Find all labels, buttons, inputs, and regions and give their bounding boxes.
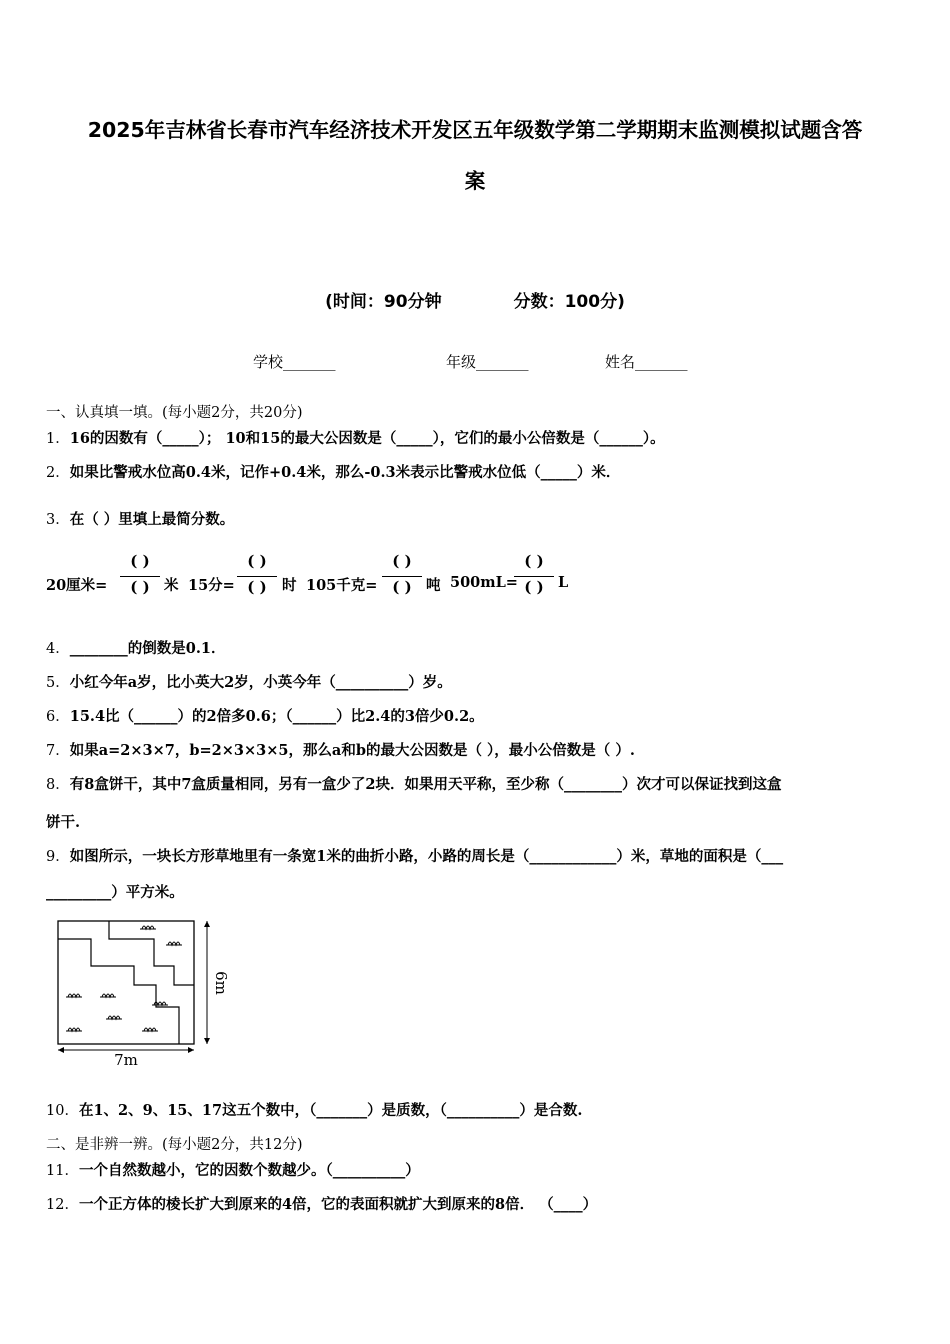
question-9-continued	[46, 881, 184, 902]
height-label: 6m	[212, 971, 230, 995]
grass-icon	[66, 994, 82, 997]
fraction-numerator: ( )	[130, 552, 150, 570]
question-number: 8．	[46, 777, 70, 793]
question-text: 在1、2、9、15、17这五个数中，（_______）是质数，（__________）是合数.	[78, 1102, 583, 1119]
exam-time: (时间：90分钟	[325, 292, 442, 312]
path-edge-upper	[109, 921, 194, 985]
fraction-prefix-3: 105千克=	[306, 577, 378, 594]
question-number: 4．	[46, 641, 70, 657]
fraction-denominator: ( )	[130, 578, 150, 596]
school-field: 学校_______	[253, 353, 336, 371]
question-11	[46, 1159, 420, 1180]
grass-icon	[140, 926, 156, 929]
name-field: 姓名_______	[605, 353, 688, 371]
width-label: 7m	[114, 1051, 138, 1067]
question-8	[46, 773, 782, 794]
grass-icon	[152, 1002, 168, 1005]
question-1	[46, 427, 665, 448]
fraction-numerator: ( )	[524, 552, 544, 570]
question-text: 如果比警戒水位高0.4米，记作+0.4米，那么-0.3米表示比警戒水位低（_____）米．	[69, 464, 621, 481]
grass-icon	[106, 1016, 122, 1019]
fraction-numerator: ( )	[247, 552, 267, 570]
page-title-line1: 2025年吉林省长春市汽车经济技术开发区五年级数学第二学期期末监测模拟试题含答	[87, 118, 863, 142]
grass-icon	[100, 994, 116, 997]
fraction-unit-1: 米	[164, 577, 179, 594]
grade-field: 年级_______	[446, 353, 529, 371]
fraction-bar	[382, 576, 422, 577]
path-edge-lower	[58, 939, 179, 1044]
question-12	[46, 1193, 597, 1214]
question-5	[46, 671, 452, 692]
fraction-unit-4: L	[558, 574, 569, 591]
lawn-path-figure	[44, 913, 230, 1067]
question-7	[46, 739, 635, 760]
fraction-bar	[514, 576, 554, 577]
question-text: 饼干.	[46, 814, 81, 831]
question-text: 一个自然数越小，它的因数个数越少。（__________）	[78, 1162, 420, 1179]
question-8-continued	[46, 811, 80, 832]
question-text: 15.4比（______）的2倍多0.6；（______）比2.4的3倍少0.2。	[69, 708, 484, 725]
question-2	[46, 461, 620, 482]
fraction-denominator: ( )	[247, 578, 267, 596]
fraction-prefix-2: 15分=	[188, 577, 235, 594]
question-text: _________）平方米。	[46, 884, 184, 901]
question-3	[46, 508, 234, 529]
question-number: 9．	[46, 849, 70, 865]
question-number: 1．	[46, 431, 70, 447]
question-text: 如图所示，一块长方形草地里有一条宽1米的曲折小路，小路的周长是（____________）米，草地的面积是（___	[69, 848, 784, 865]
fraction-row	[46, 552, 926, 602]
question-text: 16的因数有（_____）； 10和15的最大公因数是（_____），它们的最小公倍数是（______）。	[69, 430, 665, 447]
question-text: 在（ ）里填上最简分数。	[69, 511, 235, 528]
question-number: 3．	[46, 512, 70, 528]
question-10	[46, 1099, 582, 1120]
question-text: 一个正方体的棱长扩大到原来的4倍，它的表面积就扩大到原来的8倍． （____）	[78, 1196, 598, 1213]
question-number: 2．	[46, 465, 70, 481]
section-heading-1: 一、认真填一填。(每小题2分，共20分)	[46, 405, 303, 421]
fraction-bar	[237, 576, 277, 577]
grass-icon	[142, 1028, 158, 1031]
fraction-bar	[120, 576, 160, 577]
page-title-line2: 案	[464, 169, 486, 193]
fraction-prefix-4: 500mL=	[450, 574, 518, 591]
question-number: 10．	[46, 1103, 79, 1119]
question-4	[46, 637, 225, 658]
question-number: 5．	[46, 675, 70, 691]
question-9	[46, 845, 783, 866]
question-number: 7．	[46, 743, 70, 759]
question-text: 小红今年a岁，比小英大2岁，小英今年（__________）岁。	[69, 674, 452, 691]
question-6	[46, 705, 484, 726]
exam-score: 分数：100分)	[513, 292, 625, 312]
grass-icons	[66, 926, 182, 1031]
question-number: 11．	[46, 1163, 79, 1179]
grass-icon	[166, 942, 182, 945]
grass-icon	[66, 1028, 82, 1031]
fraction-numerator: ( )	[392, 552, 412, 570]
fraction-unit-3: 吨	[426, 577, 441, 594]
section-heading-2: 二、是非辨一辨。(每小题2分，共12分)	[46, 1137, 303, 1153]
fraction-unit-2: 时	[282, 577, 297, 594]
fraction-prefix-1: 20厘米=	[46, 577, 108, 594]
question-number: 6．	[46, 709, 70, 725]
question-text: 有8盒饼干，其中7盒质量相同，另有一盒少了2块．如果用天平称，至少称（________）次才可以保证找到这盒	[69, 776, 782, 793]
exam-meta	[0, 287, 950, 312]
question-number: 12．	[46, 1197, 79, 1213]
fraction-denominator: ( )	[524, 578, 544, 596]
fraction-denominator: ( )	[392, 578, 412, 596]
question-text: ________的倒数是0.1．	[69, 640, 226, 657]
question-text: 如果a=2×3×7，b=2×3×3×5，那么a和b的最大公因数是（ ），最小公倍数是（ ）.	[69, 742, 635, 759]
